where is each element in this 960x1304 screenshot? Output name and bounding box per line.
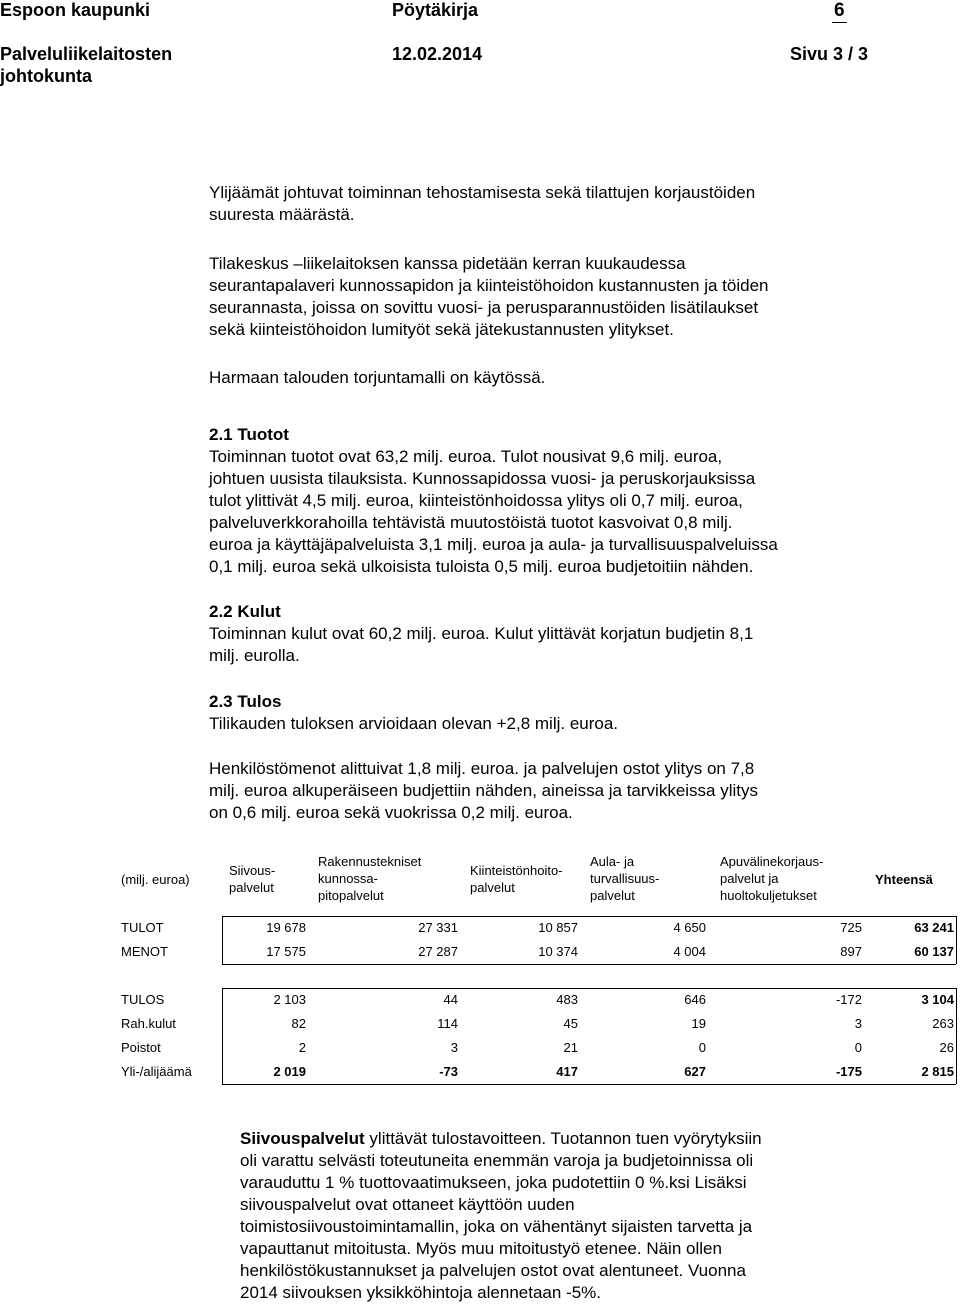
text-line: toimistosiivoustoimintamallin, joka on vähentänyt sijaisten tarvetta ja — [240, 1217, 753, 1236]
section-heading: 2.3 Tulos — [209, 692, 282, 711]
text-line: Tilakeskus –liikelaitoksen kanssa pidetään kerran kuukaudessa — [209, 254, 686, 273]
text-line: suuresta määrästä. — [209, 205, 355, 224]
cell-apuvaline: 0 — [854, 1040, 862, 1055]
table-rule — [222, 988, 956, 989]
column-header-kiinteistonhoito — [470, 862, 563, 896]
text-line: seurantapalaveri kunnossapidon ja kiinteistöhoidon kustannusten ja töiden — [209, 276, 769, 295]
cell-aula: 19 — [691, 1016, 706, 1031]
column-header-yhteensa: Yhteensä — [875, 872, 933, 887]
table-rule — [956, 916, 957, 964]
text-line: johtuen uusista tilauksista. Kunnossapidossa vuosi- ja peruskorjauksissa — [209, 469, 756, 488]
cell-apuvaline: 725 — [840, 920, 862, 935]
cell-yhteensa: 263 — [932, 1016, 954, 1031]
cell-aula: 4 004 — [673, 944, 706, 959]
cell-aula: 627 — [684, 1064, 706, 1079]
table-rule — [222, 988, 223, 1084]
table-rule — [222, 916, 223, 964]
cell-aula: 0 — [698, 1040, 706, 1055]
column-header-aula — [590, 853, 659, 904]
text-line: henkilöstökustannukset ja palvelujen ostot ovat alentuneet. Vuonna — [240, 1261, 746, 1280]
cell-siivous: 2 — [298, 1040, 306, 1055]
row-label: Rah.kulut — [121, 1016, 176, 1031]
cell-siivous: 19 678 — [266, 920, 306, 935]
header-line: huoltokuljetukset — [720, 888, 817, 903]
lead-term: Siivouspalvelut — [240, 1129, 365, 1148]
org-name: Espoon kaupunki — [0, 0, 151, 20]
text-line: sekä kiinteistöhoidon lumityöt sekä jätekustannusten ylitykset. — [209, 320, 674, 339]
cell-apuvaline: -172 — [835, 992, 862, 1007]
table-rule — [222, 1084, 956, 1085]
cell-yhteensa: 26 — [939, 1040, 954, 1055]
table-rule — [222, 916, 956, 917]
header-line: Apuvälinekorjaus- — [720, 854, 824, 869]
text-line: seurannasta, joissa on sovittu vuosi- ja perusparannustöiden lisätilaukset — [209, 298, 759, 317]
text-line: Henkilöstömenot alittuivat 1,8 milj. euroa. ja palvelujen ostot ylitys on 7,8 — [209, 759, 755, 778]
text-line: 2014 siivouksen yksikköhintoja alennetaan -5%. — [240, 1283, 602, 1302]
text-line: siivouspalvelut ovat ottaneet käyttöön uuden — [240, 1195, 575, 1214]
text-line: Harmaan talouden torjuntamalli on käytössä. — [209, 368, 546, 387]
section-tuotot — [209, 424, 778, 578]
cell-rakennus: 27 331 — [418, 920, 458, 935]
cell-yhteensa: 2 815 — [921, 1064, 954, 1079]
row-label: Yli-/alijäämä — [121, 1064, 192, 1079]
column-header-rakennustekniset — [318, 853, 421, 904]
section-tulos — [209, 691, 618, 735]
body-name-line1: Palveluliikelaitosten — [0, 44, 173, 64]
table-rule — [956, 988, 957, 1084]
text-line: on 0,6 milj. euroa sekä vuokrissa 0,2 milj. euroa. — [209, 803, 573, 822]
cell-apuvaline: 3 — [854, 1016, 862, 1031]
cell-kiinteisto: 10 374 — [538, 944, 578, 959]
text-line: vapauttanut mitoitusta. Myös muu mitoitustyö etenee. Näin ollen — [240, 1239, 722, 1258]
cell-kiinteisto: 483 — [556, 992, 578, 1007]
text-line: varauduttu 1 % tuottovaatimukseen, joka pudotettiin 0 %.ksi Lisäksi — [240, 1173, 747, 1192]
section-heading: 2.2 Kulut — [209, 602, 281, 621]
intro-paragraph-2 — [209, 253, 769, 341]
personnel-paragraph — [209, 758, 758, 824]
cell-apuvaline: -175 — [835, 1064, 862, 1079]
section-number: 6 — [834, 0, 845, 21]
intro-paragraph-1 — [209, 182, 755, 226]
section-heading: 2.1 Tuotot — [209, 425, 289, 444]
header-line: Kiinteistönhoito- — [470, 863, 563, 878]
row-label: TULOT — [121, 920, 164, 935]
column-header-siivous — [229, 862, 275, 896]
row-label: MENOT — [121, 944, 168, 959]
body-name-line2: johtokunta — [0, 66, 92, 86]
text-line: Tilikauden tuloksen arvioidaan olevan +2,8 milj. euroa. — [209, 714, 619, 733]
cell-kiinteisto: 10 857 — [538, 920, 578, 935]
row-label: Poistot — [121, 1040, 161, 1055]
cell-aula: 4 650 — [673, 920, 706, 935]
text-line — [240, 1128, 762, 1150]
section-kulut — [209, 601, 753, 667]
cell-rakennus: 44 — [443, 992, 458, 1007]
text-line: milj. euroa alkuperäiseen budjettiin nähden, aineissa ja tarvikkeissa ylitys — [209, 781, 759, 800]
text-line: palveluverkkorahoilla tehtävistä muutostöistä tuotot kasvoivat 0,8 milj. — [209, 513, 733, 532]
cell-rakennus: 27 287 — [418, 944, 458, 959]
cell-aula: 646 — [684, 992, 706, 1007]
header-line: kunnossa- — [318, 871, 378, 886]
row-label: TULOS — [121, 992, 165, 1007]
cell-siivous: 17 575 — [266, 944, 306, 959]
header-line: turvallisuus- — [590, 871, 660, 886]
cell-rakennus: 114 — [437, 1016, 458, 1031]
table-rule — [222, 964, 956, 965]
cell-yhteensa: 3 104 — [921, 992, 954, 1007]
text-line: 0,1 milj. euroa sekä ulkoisista tuloista 0,5 milj. euroa budjetoitiin nähden. — [209, 557, 754, 576]
page-number: Sivu 3 / 3 — [790, 44, 869, 64]
text-line: tulot ylittivät 4,5 milj. euroa, kiinteistönhoidossa ylitys oli 0,7 milj. euroa, — [209, 491, 743, 510]
header-line: palvelut — [229, 880, 274, 895]
header-line: Aula- ja — [590, 854, 635, 869]
column-header-apuvaline — [720, 853, 823, 904]
text-line: euroa ja käyttäjäpalveluista 3,1 milj. euroa ja aula- ja turvallisuuspalveluissa — [209, 535, 778, 554]
table-unit-label: (milj. euroa) — [121, 872, 190, 887]
cell-siivous: 2 019 — [273, 1064, 306, 1079]
text-fragment: ylittävät tulostavoitteen. Tuotannon tuen vyörytyksiin — [364, 1129, 762, 1148]
cell-rakennus: 3 — [450, 1040, 458, 1055]
text-line: milj. eurolla. — [209, 646, 300, 665]
text-line: oli varattu selvästi toteutuneita enemmän varoja ja budjetoinnissa oli — [240, 1151, 754, 1170]
intro-paragraph-3 — [209, 367, 545, 389]
text-line: Toiminnan tuotot ovat 63,2 milj. euroa. Tulot nousivat 9,6 milj. euroa, — [209, 447, 723, 466]
text-line: Toiminnan kulut ovat 60,2 milj. euroa. Kulut ylittävät korjatun budjetin 8,1 — [209, 624, 754, 643]
header-line: pitopalvelut — [318, 888, 384, 903]
cleaning-services-paragraph — [240, 1128, 762, 1304]
cell-yhteensa: 60 137 — [914, 944, 954, 959]
header-line: palvelut — [470, 880, 515, 895]
header-line: palvelut — [590, 888, 635, 903]
header-line: palvelut ja — [720, 871, 779, 886]
text-line: Ylijäämät johtuvat toiminnan tehostamisesta sekä tilattujen korjaustöiden — [209, 183, 756, 202]
cell-yhteensa: 63 241 — [914, 920, 954, 935]
cell-kiinteisto: 45 — [563, 1016, 578, 1031]
header-line: Rakennustekniset — [318, 854, 422, 869]
header-line: Siivous- — [229, 863, 276, 878]
cell-kiinteisto: 417 — [556, 1064, 578, 1079]
cell-siivous: 2 103 — [273, 992, 306, 1007]
meeting-date: 12.02.2014 — [392, 44, 483, 64]
cell-rakennus: -73 — [439, 1064, 458, 1079]
cell-siivous: 82 — [291, 1016, 306, 1031]
cell-kiinteisto: 21 — [563, 1040, 578, 1055]
cell-apuvaline: 897 — [840, 944, 862, 959]
document-type: Pöytäkirja — [392, 0, 479, 20]
